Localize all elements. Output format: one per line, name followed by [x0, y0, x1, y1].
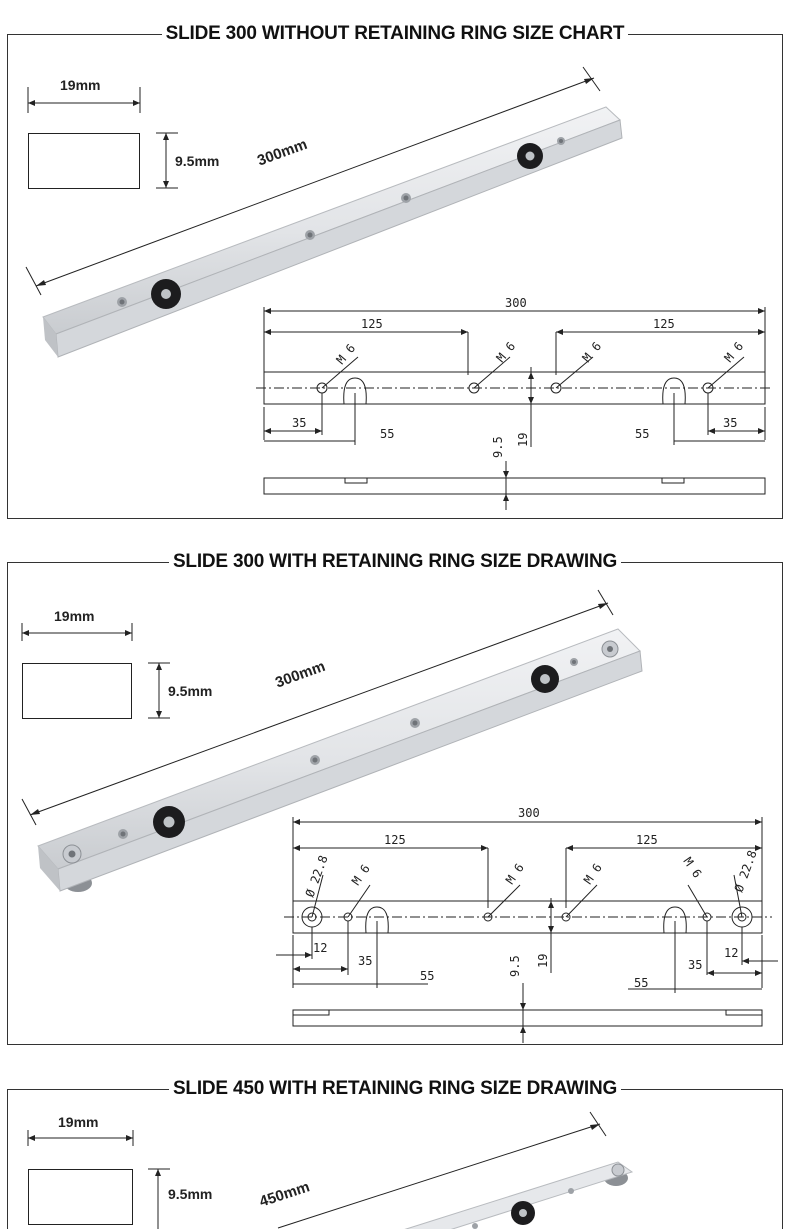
hole-label: M 6: [721, 339, 747, 365]
dim-left-offset: 35: [292, 416, 307, 430]
dim-total: 300: [505, 296, 527, 310]
dim-left-slot: 55: [420, 969, 435, 983]
dim-right-span: 125: [636, 833, 658, 847]
ring-label-left: Ø 22.8: [302, 853, 331, 900]
dim-left-span: 125: [384, 833, 406, 847]
panel-title: SLIDE 300 WITH RETAINING RING SIZE DRAWING: [169, 549, 621, 575]
panel-slide450-with-ring: [7, 1078, 783, 1229]
bar-length-label: 300mm: [255, 135, 310, 170]
hole-label: M 6: [333, 341, 359, 367]
dim-right-slot: 55: [635, 427, 650, 441]
dim-left-slot: 55: [380, 427, 395, 441]
ring-label-right: Ø 22.8: [731, 848, 760, 895]
cross-height-label: 9.5mm: [168, 1186, 213, 1202]
cross-height-label: 9.5mm: [175, 153, 220, 169]
hole-label: M 6: [580, 860, 605, 887]
slide-bar-render: [8, 1090, 784, 1229]
dim-total: 300: [518, 806, 540, 820]
dim-thickness: 9.5: [491, 436, 505, 458]
cross-height-label: 9.5mm: [168, 683, 213, 699]
hole-label: M 6: [502, 860, 527, 887]
dim-left-span: 125: [361, 317, 383, 331]
bar-length-label: 300mm: [273, 657, 328, 692]
cross-width-label: 19mm: [58, 1114, 99, 1130]
panel-slide300-no-ring: [7, 23, 783, 519]
dim-width: 19: [516, 432, 530, 447]
dim-right-slot: 55: [634, 976, 649, 990]
bar-length-label: 450mm: [257, 1178, 312, 1211]
hole-label: M 6: [493, 339, 519, 365]
panel-title: SLIDE 450 WITH RETAINING RING SIZE DRAWING: [169, 1076, 621, 1102]
dim-right-offset: 35: [688, 958, 703, 972]
hole-label: M 6: [579, 339, 605, 365]
dim-thickness: 9.5: [508, 955, 522, 977]
cross-width-label: 19mm: [60, 77, 101, 93]
dim-width: 19: [536, 953, 550, 968]
drawing-labels: [8, 35, 784, 520]
drawing-labels: [8, 563, 784, 1046]
hole-label: M 6: [680, 854, 705, 881]
dim-right-span: 125: [653, 317, 675, 331]
dim-ring-offset-right: 12: [724, 946, 739, 960]
hole-label: M 6: [348, 861, 373, 888]
cross-width-label: 19mm: [54, 608, 95, 624]
dim-ring-offset-left: 12: [313, 941, 328, 955]
dim-right-offset: 35: [723, 416, 738, 430]
dim-left-offset: 35: [358, 954, 373, 968]
panel-title: SLIDE 300 WITHOUT RETAINING RING SIZE CHART: [162, 21, 629, 47]
panel-slide300-with-ring: [7, 551, 783, 1045]
